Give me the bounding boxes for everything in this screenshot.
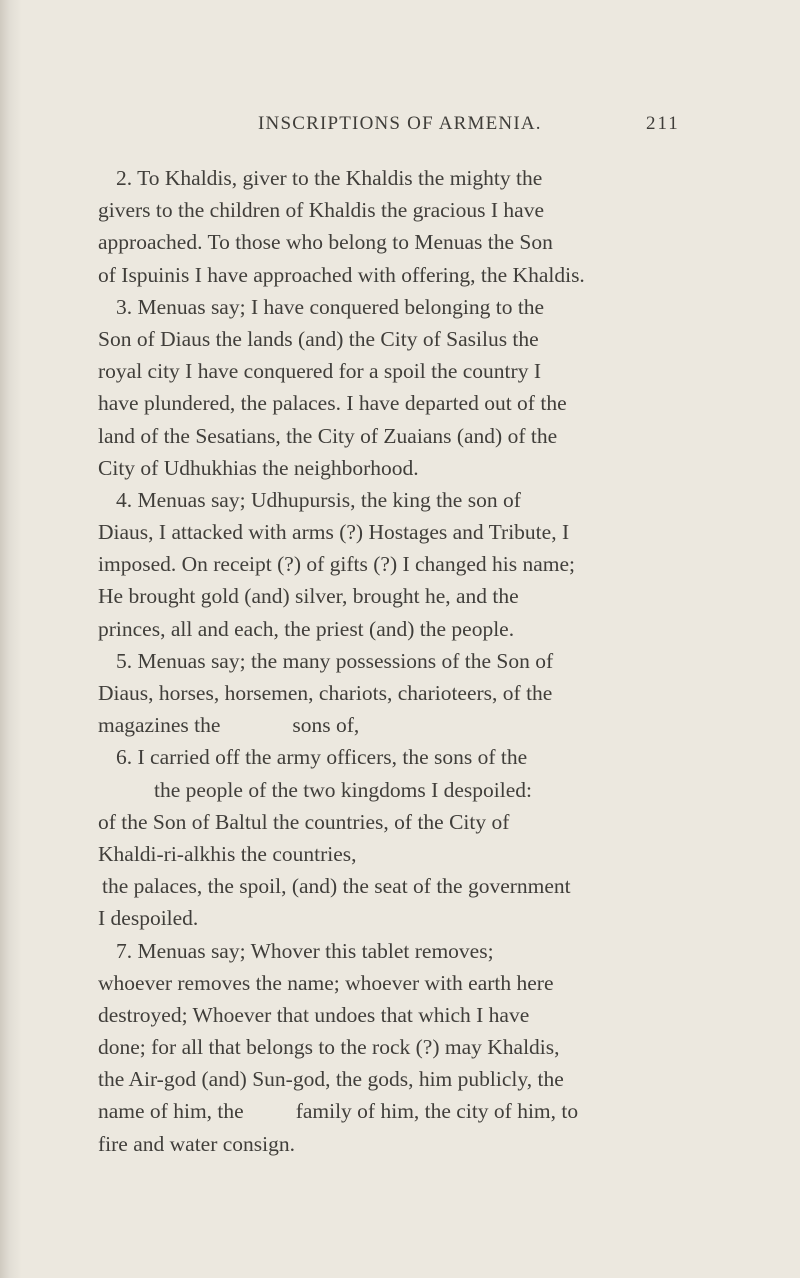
text-line: destroyed; Whoever that undoes that which I have — [98, 1002, 530, 1027]
text-line: land of the Sesatians, the City of Zuaians (and) of the — [98, 423, 558, 448]
text-line: 3. Menuas say; I have conquered belonging to the — [116, 294, 545, 319]
text-line: He brought gold (and) silver, brought he, and the — [98, 584, 519, 609]
text-line: of Ispuinis I have approached with offering, the Khaldis. — [98, 262, 585, 287]
text-line — [98, 1095, 748, 1127]
text-line: 7. Menuas say; Whover this tablet removes; — [116, 938, 494, 963]
text-line: Diaus, I attacked with arms (?) Hostages and Tribute, I — [98, 520, 570, 545]
text-line: princes, all and each, the priest (and) the people. — [98, 616, 515, 641]
page-header — [0, 113, 800, 141]
text-fragment: magazines the — [98, 713, 221, 738]
text-line: Son of Diaus the lands (and) the City of Sasilus the — [98, 326, 539, 351]
text-line: 5. Menuas say; the many possessions of the Son of — [116, 648, 554, 673]
text-fragment: name of him, the — [98, 1099, 244, 1124]
text-line: the people of the two kingdoms I despoiled: — [154, 777, 532, 802]
text-line: 2. To Khaldis, giver to the Khaldis the mighty the — [116, 166, 543, 190]
text-line: 4. Menuas say; Udhupursis, the king the son of — [116, 487, 521, 512]
page-number: 211 — [646, 113, 680, 134]
text-line: done; for all that belongs to the rock (?) may Khaldis, — [98, 1035, 560, 1060]
text-line: imposed. On receipt (?) of gifts (?) I changed his name; — [98, 552, 576, 577]
inscription-text — [98, 162, 748, 1160]
text-line: 6. I carried off the army officers, the sons of the — [116, 745, 528, 770]
text-line: Khaldi-ri-alkhis the countries, — [98, 841, 357, 866]
text-line: givers to the children of Khaldis the gracious I have — [98, 198, 544, 223]
text-fragment: sons of, — [292, 713, 360, 738]
text-line: I despoiled. — [98, 906, 199, 931]
text-line: royal city I have conquered for a spoil the country I — [98, 359, 541, 384]
text-line: have plundered, the palaces. I have departed out of the — [98, 391, 567, 416]
text-line: the palaces, the spoil, (and) the seat of the government — [102, 874, 571, 899]
text-line: of the Son of Baltul the countries, of the City of — [98, 809, 510, 834]
text-line: the Air-god (and) Sun-god, the gods, him publicly, the — [98, 1067, 564, 1092]
text-line: whoever removes the name; whoever with earth here — [98, 970, 554, 995]
text-line: City of Udhukhias the neighborhood. — [98, 455, 419, 480]
running-head: INSCRIPTIONS OF ARMENIA. — [258, 113, 542, 134]
text-line: approached. To those who belong to Menuas the Son — [98, 230, 553, 255]
text-line: Diaus, horses, horsemen, chariots, charioteers, of the — [98, 681, 553, 705]
text-line: fire and water consign. — [98, 1131, 296, 1156]
text-line — [98, 709, 748, 741]
text-fragment: family of him, the city of him, to — [295, 1099, 579, 1124]
